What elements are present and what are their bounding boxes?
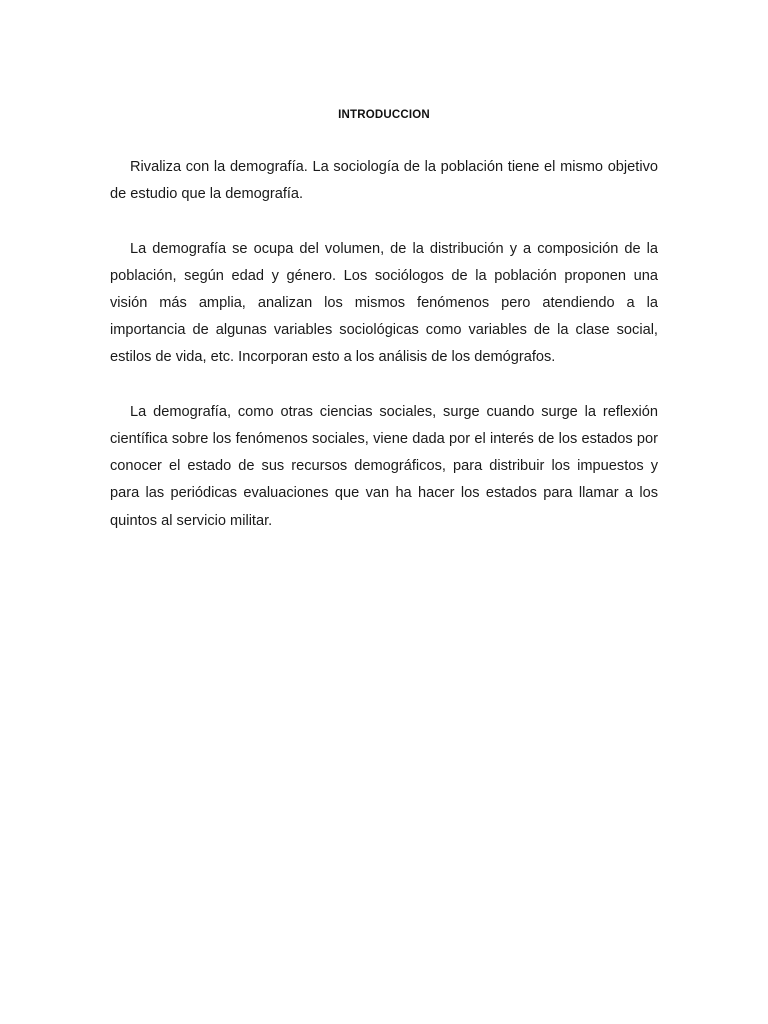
paragraph-1: Rivaliza con la demografía. La sociología de la población tiene el mismo objetivo de estudio que la demografía. <box>110 159 658 203</box>
paragraph-3: La demografía, como otras ciencias sociales, surge cuando surge la reflexión científica sobre los fenómenos sociales, viene dada por el interés de los estados por conocer el estado de sus recursos demográficos, para distribuir los impuestos y para las periódicas evaluaciones que van ha hacer los estados para llamar a los quintos al servicio militar. <box>110 403 658 529</box>
document-title: INTRODUCCION <box>338 109 430 121</box>
paragraph-2: La demografía se ocupa del volumen, de la distribución y a composición de la población, según edad y género. Los sociólogos de la población proponen una visión más amplia, analizan los mismos fenómenos pero atendiendo a la importancia de algunas variables sociológicas como variables de la clase social, estilos de vida, etc. Incorporan esto a los análisis de los demógrafos. <box>110 240 658 366</box>
document-body <box>110 154 658 562</box>
